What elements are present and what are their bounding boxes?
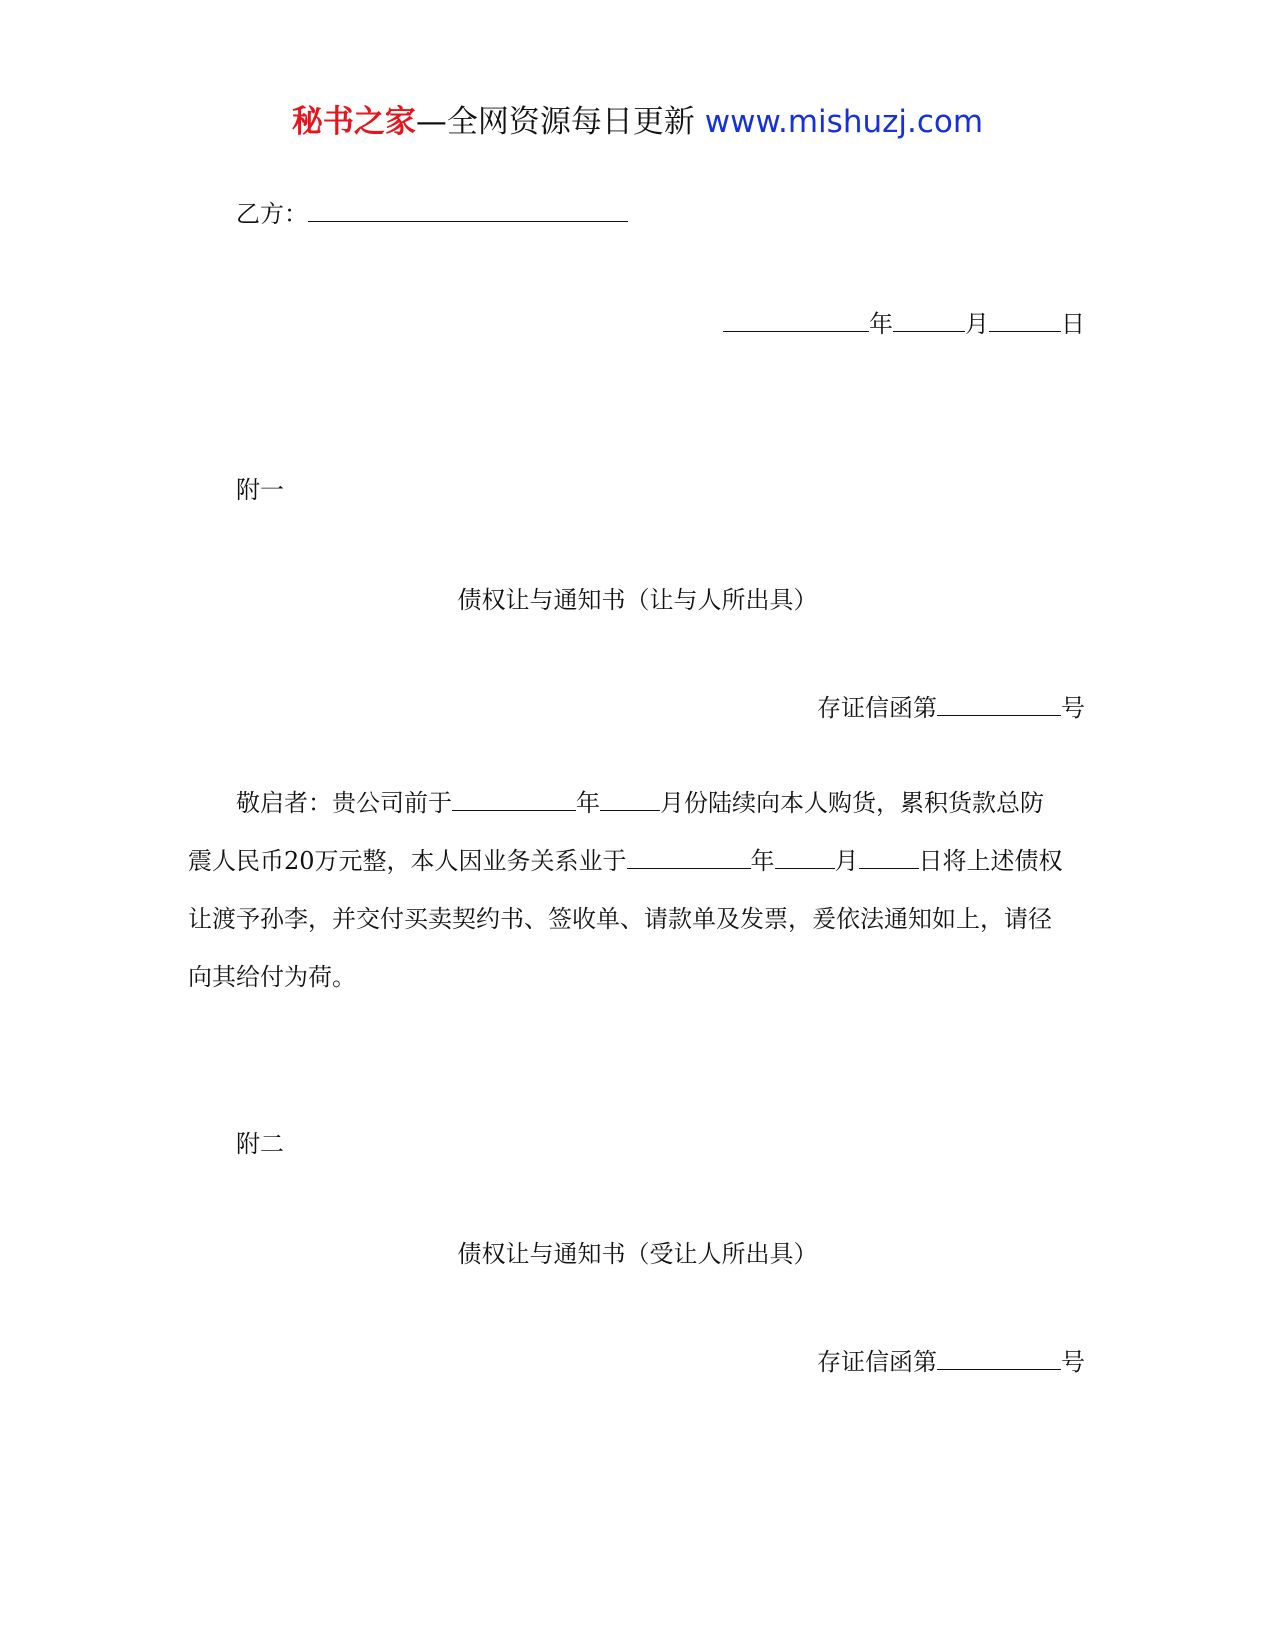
- month-label: 月: [965, 310, 989, 338]
- annex1-ref-suffix: 号: [1061, 694, 1085, 722]
- party-b-label: 乙方：: [236, 200, 308, 228]
- day-label: 日: [1061, 310, 1085, 338]
- year-label: 年: [869, 310, 893, 338]
- year-blank: [723, 330, 869, 332]
- party-b-line: [236, 198, 628, 230]
- annex1-ref-prefix: 存证信函第: [817, 694, 937, 722]
- body-row-2-text-a: 震人民币20万元整，本人因业务关系业于: [188, 847, 627, 875]
- date-line: [723, 308, 1085, 340]
- day-blank: [989, 330, 1061, 332]
- body-row-1-text-a: 敬启者：贵公司前于: [236, 789, 452, 817]
- annex2-ref: [817, 1346, 1085, 1378]
- annex2-ref-suffix: 号: [1061, 1348, 1085, 1376]
- annex2-ref-prefix: 存证信函第: [817, 1348, 937, 1376]
- annex2-title: 债权让与通知书（受让人所出具）: [457, 1240, 818, 1268]
- site-header: [0, 102, 1275, 142]
- annex1-body: [188, 774, 1088, 1006]
- body-year-blank: [452, 809, 576, 811]
- annex2-ref-blank: [937, 1368, 1061, 1370]
- body-row-2: [188, 832, 1088, 890]
- annex1-ref-blank: [937, 714, 1061, 716]
- month-blank: [893, 330, 965, 332]
- body-row-2-text-b: 年: [750, 847, 775, 875]
- body-row-1: [188, 774, 1088, 832]
- annex1-label: 附一: [236, 476, 284, 504]
- brand-name: 秘书之家: [291, 104, 416, 140]
- body-row-1-text-b: 年: [576, 789, 600, 817]
- body-month-blank: [600, 809, 660, 811]
- annex2-label: 附二: [236, 1130, 284, 1158]
- annex1-title: 债权让与通知书（让与人所出具）: [457, 586, 818, 614]
- body-month-blank-2: [775, 867, 835, 869]
- body-row-1-text-c: 月份陆续向本人购货，累积货款总防: [660, 789, 1044, 817]
- body-row-4: 向其给付为荷。: [188, 963, 356, 991]
- body-year-blank-2: [627, 867, 751, 869]
- body-row-2-text-c: 月: [834, 847, 859, 875]
- party-b-blank: [308, 220, 628, 222]
- body-day-blank-2: [859, 867, 919, 869]
- body-row-2-text-d: 日将上述债权: [918, 847, 1063, 875]
- annex1-ref: [817, 692, 1085, 724]
- body-row-3: 让渡予孙李，并交付买卖契约书、签收单、请款单及发票，爰依法通知如上，请径: [188, 905, 1052, 933]
- header-url[interactable]: www.mishuzj.com: [704, 104, 984, 140]
- header-tagline: —全网资源每日更新: [415, 104, 705, 140]
